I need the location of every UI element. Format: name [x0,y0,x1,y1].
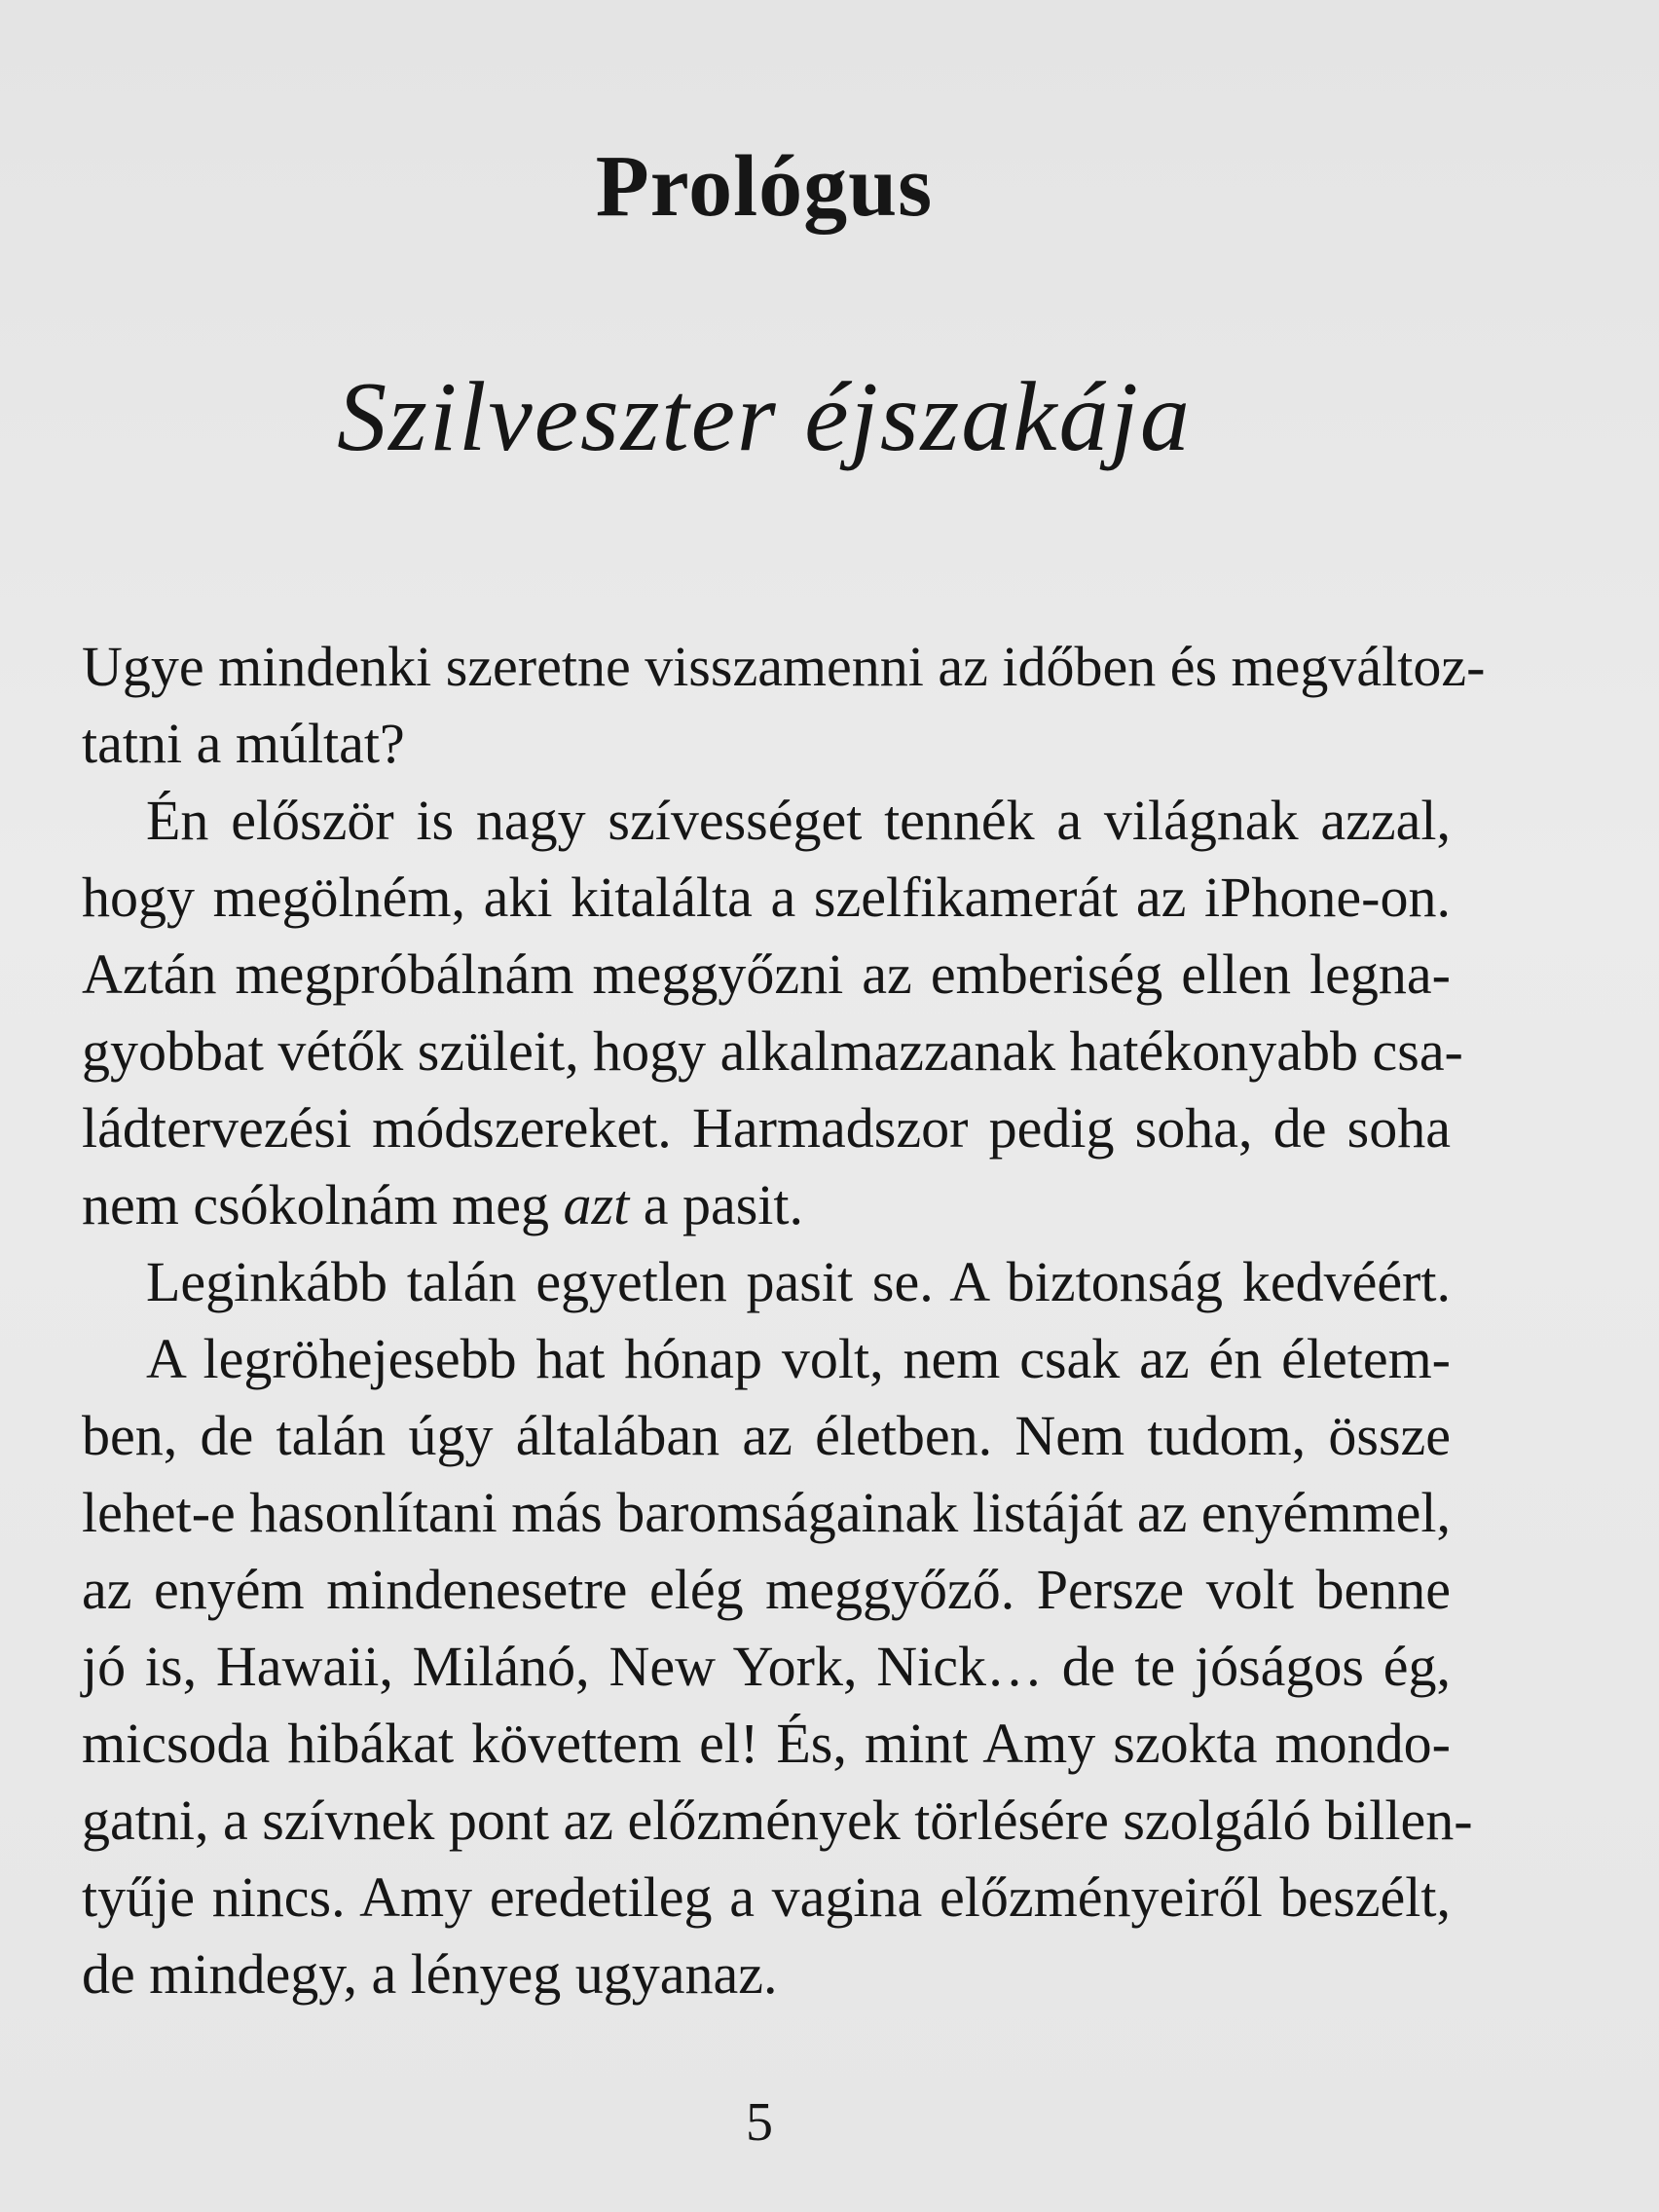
text-line: jó is, Hawaii, Milánó, New York, Nick… de te jóságos ég, [82,1635,1451,1698]
text-line: micsoda hibákat követtem el! És, mint Amy szokta mondo- [82,1712,1451,1775]
chapter-subtitle: Szilveszter éjszakája [337,362,1192,472]
text-line: Aztán megpróbálnám meggyőzni az emberiség ellen legna- [82,942,1451,1006]
text-line: de mindegy, a lényeg ugyanaz. [82,1942,778,2006]
text-line: tatni a múltat? [82,712,405,775]
page-number: 5 [746,2092,773,2153]
body-text [82,628,1486,2012]
text-run: nem csókolnám meg [82,1173,564,1236]
emphasized-word: azt [563,1173,630,1236]
text-line: gyobbat vétők szüleit, hogy alkalmazzanak hatékonyabb csa- [82,1019,1463,1083]
text-line: gatni, a szívnek pont az előzmények törlésére szolgáló billen- [82,1788,1473,1852]
text-line: A legröhejesebb hat hónap volt, nem csak az én életem- [146,1327,1451,1390]
text-line: Én először is nagy szívességet tennék a világnak azzal, [146,789,1451,852]
text-run: a pasit. [629,1173,803,1236]
text-line: az enyém mindenesetre elég meggyőző. Persze volt benne [82,1558,1451,1621]
text-line: tyűje nincs. Amy eredetileg a vagina előzményeiről beszélt, [82,1865,1451,1929]
chapter-title: Prológus [595,138,934,235]
text-line: ládtervezési módszereket. Harmadszor pedig soha, de soha [82,1096,1451,1160]
text-line: hogy megölném, aki kitalálta a szelfikamerát az iPhone-on. [82,866,1451,929]
text-line: ben, de talán úgy általában az életben. Nem tudom, össze [82,1404,1451,1467]
text-line: lehet-e hasonlítani más baromságainak listáját az enyémmel, [82,1481,1451,1544]
text-line: Leginkább talán egyetlen pasit se. A biztonság kedvéért. [146,1250,1451,1313]
text-line: Ugye mindenki szeretne visszamenni az időben és megváltoz- [82,635,1486,698]
text-line [82,1166,1451,1243]
